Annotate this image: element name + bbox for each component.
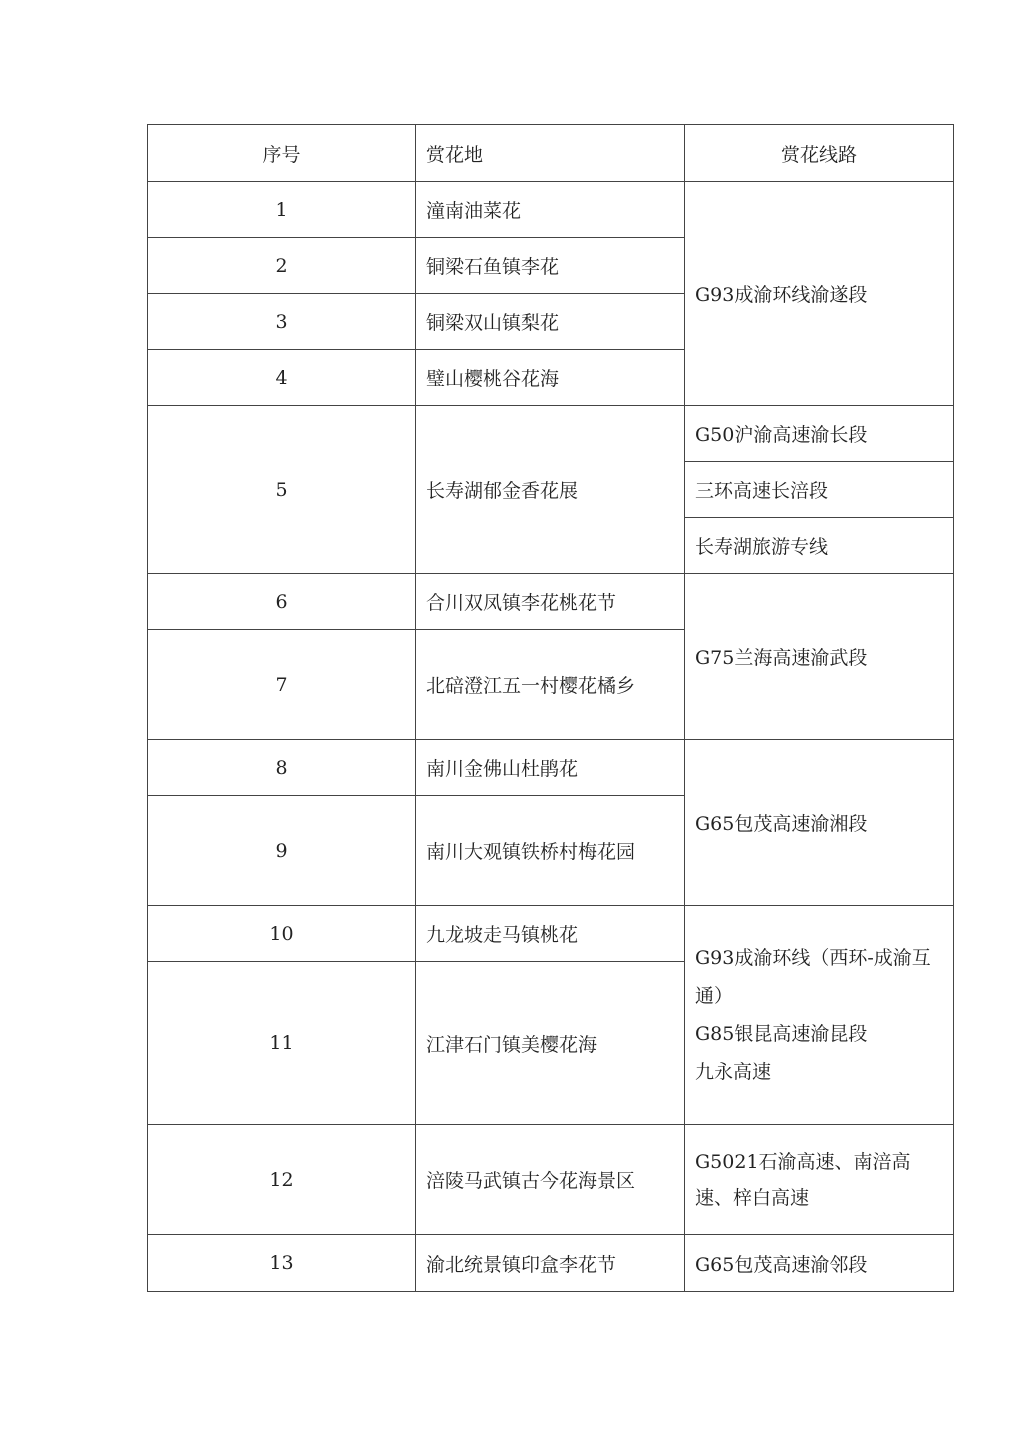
header-number: 序号 — [148, 125, 416, 182]
route-cell: 长寿湖旅游专线 — [685, 518, 954, 574]
row-number: 11 — [148, 962, 416, 1125]
table-row — [148, 406, 954, 462]
row-place: 铜梁双山镇梨花 — [416, 294, 685, 350]
route-cell: G5021石渝高速、南涪高速、梓白高速 — [685, 1125, 954, 1235]
row-number: 8 — [148, 740, 416, 796]
row-place: 铜梁石鱼镇李花 — [416, 238, 685, 294]
table-row — [148, 1125, 954, 1235]
route-cell: G75兰海高速渝武段 — [685, 574, 954, 740]
row-number: 1 — [148, 182, 416, 238]
row-number: 12 — [148, 1125, 416, 1235]
table-row — [148, 574, 954, 630]
row-place: 合川双凤镇李花桃花节 — [416, 574, 685, 630]
row-number: 10 — [148, 906, 416, 962]
table-row — [148, 906, 954, 962]
row-number: 9 — [148, 796, 416, 906]
route-cell — [685, 906, 954, 1125]
route-cell: 三环高速长涪段 — [685, 462, 954, 518]
route-line: G85银昆高速渝昆段 — [695, 1023, 868, 1045]
route-line: G93成渝环线（西环-成渝互通） — [695, 947, 931, 1007]
row-place: 北碚澄江五一村樱花橘乡 — [416, 630, 685, 740]
row-place: 江津石门镇美樱花海 — [416, 962, 685, 1125]
row-number: 6 — [148, 574, 416, 630]
header-place: 赏花地 — [416, 125, 685, 182]
row-place: 涪陵马武镇古今花海景区 — [416, 1125, 685, 1235]
row-number: 2 — [148, 238, 416, 294]
route-cell: G65包茂高速渝湘段 — [685, 740, 954, 906]
row-place: 潼南油菜花 — [416, 182, 685, 238]
row-place: 长寿湖郁金香花展 — [416, 406, 685, 574]
row-place: 渝北统景镇印盒李花节 — [416, 1235, 685, 1292]
route-cell: G50沪渝高速渝长段 — [685, 406, 954, 462]
flower-viewing-table — [147, 124, 954, 1292]
row-number: 3 — [148, 294, 416, 350]
row-place: 南川大观镇铁桥村梅花园 — [416, 796, 685, 906]
row-number: 5 — [148, 406, 416, 574]
row-number: 4 — [148, 350, 416, 406]
row-place: 璧山樱桃谷花海 — [416, 350, 685, 406]
row-place: 九龙坡走马镇桃花 — [416, 906, 685, 962]
table-row — [148, 740, 954, 796]
row-place: 南川金佛山杜鹃花 — [416, 740, 685, 796]
header-row — [148, 125, 954, 182]
table-row — [148, 182, 954, 238]
route-cell: G65包茂高速渝邻段 — [685, 1235, 954, 1292]
header-route: 赏花线路 — [685, 125, 954, 182]
row-number: 7 — [148, 630, 416, 740]
route-line: 九永高速 — [695, 1061, 772, 1083]
route-cell: G93成渝环线渝遂段 — [685, 182, 954, 406]
table-row — [148, 1235, 954, 1292]
row-number: 13 — [148, 1235, 416, 1292]
